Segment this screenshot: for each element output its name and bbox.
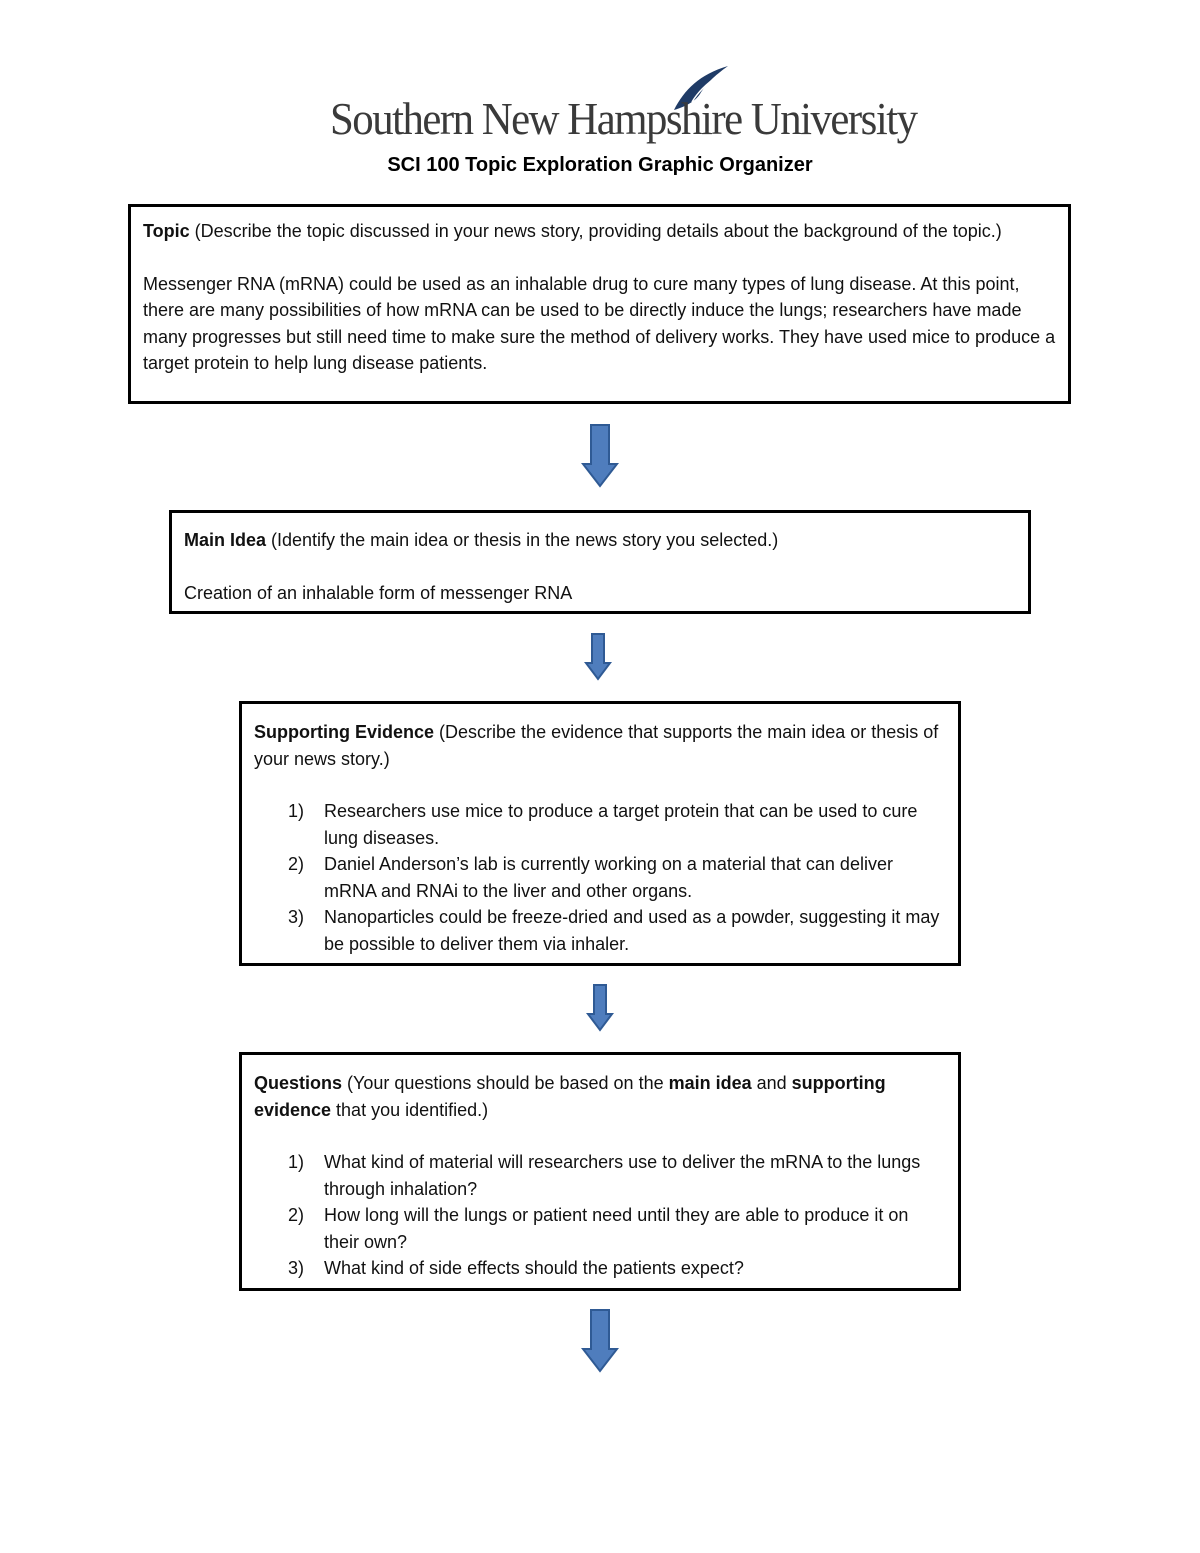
list-item xyxy=(254,1255,946,1282)
evidence-list xyxy=(254,798,946,957)
list-number: 2) xyxy=(288,854,305,874)
topic-label: Topic xyxy=(143,221,190,241)
list-number: 1) xyxy=(288,1152,305,1172)
questions-prompt-part: that you identified.) xyxy=(331,1099,489,1120)
list-item xyxy=(254,798,946,851)
questions-prompt-part: and xyxy=(751,1073,792,1093)
logo-wordmark: Southern New Hampshire University xyxy=(330,93,917,144)
main-idea-prompt: (Identify the main idea or thesis in the news story you selected.) xyxy=(266,530,779,550)
supporting-evidence-box xyxy=(239,701,961,966)
down-arrow-icon xyxy=(581,1309,619,1373)
main-idea-box xyxy=(169,510,1031,614)
main-idea-answer: Creation of an inhalable form of messenger RNA xyxy=(184,582,573,603)
list-number: 3) xyxy=(288,907,305,927)
evidence-prompt: (Describe the evidence that supports the main idea or thesis of your news story.) xyxy=(254,722,939,769)
list-number: 1) xyxy=(288,801,305,821)
university-logo xyxy=(330,64,917,160)
list-item xyxy=(254,1149,946,1202)
list-item-text: Daniel Anderson’s lab is currently working on a material that can deliver mRNA and RNAi to the liver and other organs. xyxy=(324,854,893,901)
topic-answer: Messenger RNA (mRNA) could be used as an inhalable drug to cure many types of lung disease. At this point, there are many possibilities of how mRNA can be used to be directly induce the lungs; researchers have made many progresses but still need time to make sure the method of delivery works. They have used mice to produce a target protein to help lung disease patients. xyxy=(143,273,1056,373)
down-arrow-icon xyxy=(586,984,614,1032)
list-number: 3) xyxy=(288,1258,305,1278)
list-item xyxy=(254,904,946,957)
main-idea-heading xyxy=(184,527,1016,554)
down-arrow-icon xyxy=(584,633,612,681)
questions-label: Questions xyxy=(254,1073,343,1093)
list-item xyxy=(254,851,946,904)
questions-heading xyxy=(254,1070,946,1123)
evidence-label: Supporting Evidence xyxy=(254,722,435,742)
list-number: 2) xyxy=(288,1205,305,1225)
questions-prompt-bold: main idea xyxy=(668,1073,752,1093)
document-title: SCI 100 Topic Exploration Graphic Organizer xyxy=(387,154,813,176)
evidence-heading xyxy=(254,719,946,772)
list-item-text: What kind of side effects should the patients expect? xyxy=(324,1258,744,1278)
main-idea-label: Main Idea xyxy=(184,530,267,550)
list-item-text: Nanoparticles could be freeze-dried and used as a powder, suggesting it may be possible to deliver them via inhaler. xyxy=(324,907,940,954)
topic-heading xyxy=(143,218,1056,245)
list-item xyxy=(254,1202,946,1255)
list-item-text: Researchers use mice to produce a target protein that can be used to cure lung diseases. xyxy=(324,801,918,848)
topic-prompt: (Describe the topic discussed in your news story, providing details about the background of the topic.) xyxy=(189,221,1002,241)
questions-box xyxy=(239,1052,961,1291)
questions-prompt-bold: supporting evidence xyxy=(254,1073,886,1120)
questions-prompt-part: (Your questions should be based on the xyxy=(342,1073,669,1093)
questions-list xyxy=(254,1149,946,1282)
list-item-text: What kind of material will researchers use to deliver the mRNA to the lungs through inhalation? xyxy=(324,1152,921,1199)
list-item-text: How long will the lungs or patient need until they are able to produce it on their own? xyxy=(324,1205,909,1252)
down-arrow-icon xyxy=(581,424,619,488)
topic-box xyxy=(128,204,1071,404)
